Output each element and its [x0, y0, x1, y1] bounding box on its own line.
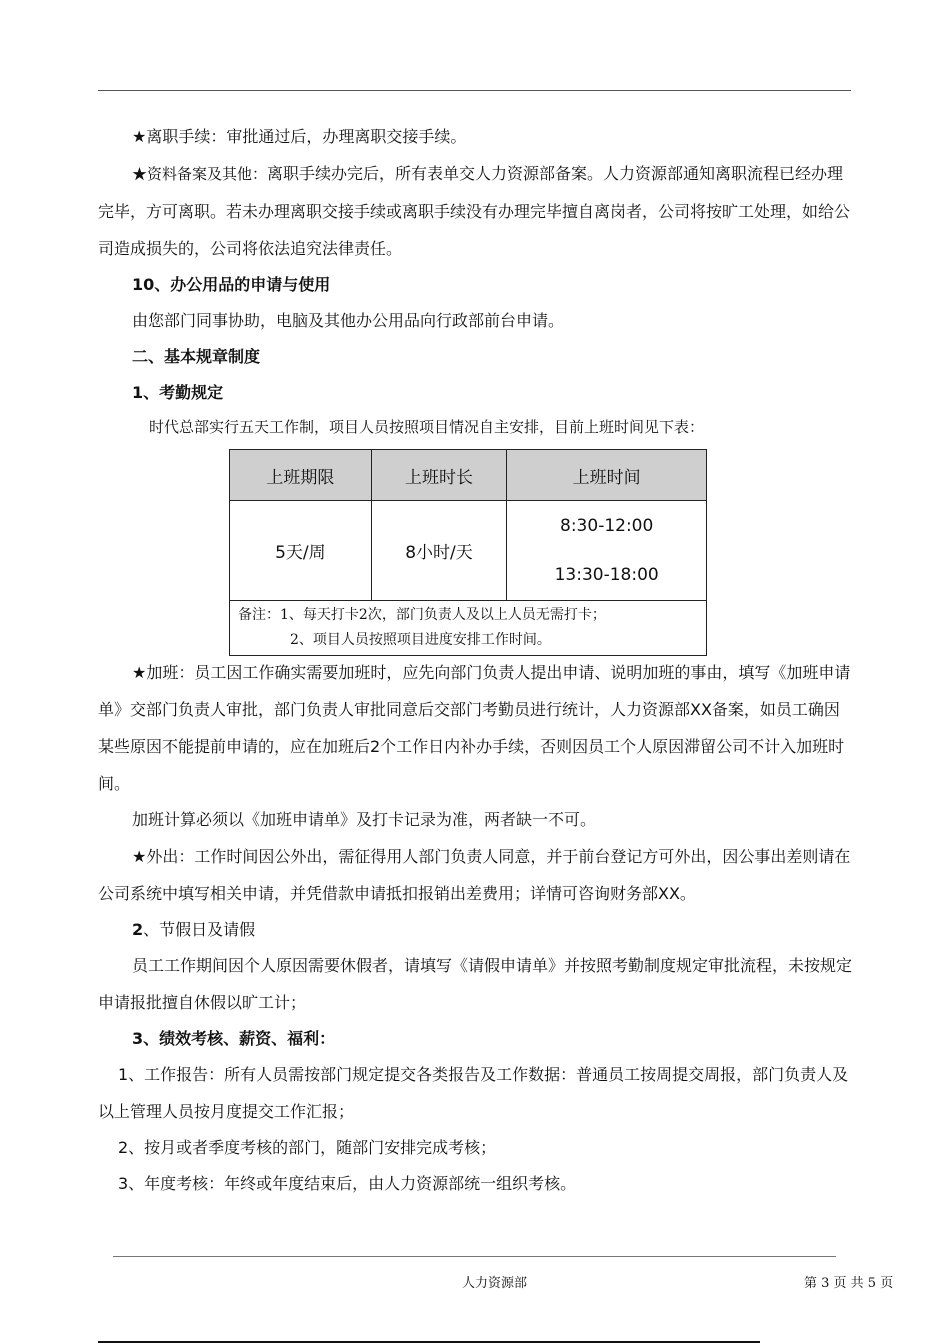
leave-paragraph: 员工工作期间因个人原因需要休假者，请填写《请假申请单》并按照考勤制度规定审批流程，未按规定申请报批擅自休假以旷工计； — [98, 956, 853, 1012]
cell-hours: 8小时/天 — [371, 501, 507, 601]
footer-page-number: 第 3 页 共 5 页 — [804, 1276, 894, 1291]
table-row — [230, 501, 707, 601]
table-note — [230, 601, 707, 656]
filing-text: 离职手续办完后，所有表单交人力资源部备案。人力资源部通知离职流程已经办理完毕，方可离职。若未办理离职交接手续或离职手续没有办理完毕擅自离岗者，公司将按旷工处理，如给公司造成损失的，公司将依法追究法律责任。 — [98, 164, 851, 258]
performance-heading: 3、绩效考核、薪资、福利： — [132, 1029, 336, 1048]
overtime-paragraph: ★加班：员工因工作确实需要加班时，应先向部门负责人提出申请、说明加班的事由，填写《加班申请单》交部门负责人审批，部门负责人审批同意后交部门考勤员进行统计，人力资源部XX备案，如员工确因某些原因不能提前申请的，应在加班后2个工作日内补办手续，否则因员工个人原因滞留公司不计入加班时间。 — [98, 663, 851, 793]
office-supplies-paragraph: 由您部门同事协助，电脑及其他办公用品向行政部前台申请。 — [132, 311, 565, 330]
header-duration: 上班时长 — [371, 450, 507, 501]
filing-label: ★资料备案及其他： — [132, 165, 268, 183]
holiday-heading-text: 、节假日及请假 — [143, 920, 256, 939]
cell-days: 5天/周 — [230, 501, 372, 601]
holiday-heading — [98, 911, 853, 948]
performance-item-1: 1、工作报告：所有人员需按部门规定提交各类报告及工作数据：普通员工按周提交周报，部门负责人及以上管理人员按月度提交工作汇报； — [98, 1065, 849, 1121]
table-header-row — [230, 450, 707, 501]
note-line-2: 2、项目人员按照项目进度安排工作时间。 — [290, 632, 551, 648]
section-2-heading: 二、基本规章制度 — [132, 347, 261, 366]
overtime-calc-paragraph: 加班计算必须以《加班申请单》及打卡记录为准，两者缺一不可。 — [132, 810, 597, 829]
holiday-heading-number: 2 — [132, 920, 144, 939]
attendance-intro: 时代总部实行五天工作制，项目人员按照项目情况自主安排，目前上班时间见下表： — [149, 418, 705, 436]
table-note-row — [230, 601, 707, 656]
work-schedule-table — [229, 449, 707, 656]
office-supplies-heading: 10、办公用品的申请与使用 — [132, 275, 331, 294]
resign-procedure-paragraph: ★离职手续：审批通过后，办理离职交接手续。 — [132, 127, 467, 146]
header-time: 上班时间 — [507, 450, 707, 501]
time-afternoon: 13:30-18:00 — [554, 565, 659, 586]
bottom-rule — [98, 1341, 760, 1343]
footer-rule — [113, 1256, 836, 1257]
filing-paragraph — [98, 155, 853, 267]
note-line-1: 备注：1、每天打卡2次，部门负责人及以上人员无需打卡； — [238, 607, 606, 623]
time-morning: 8:30-12:00 — [560, 515, 654, 536]
attendance-heading: 1、考勤规定 — [132, 383, 224, 402]
cell-times — [507, 501, 707, 601]
performance-item-2: 2、按月或者季度考核的部门，随部门安排完成考核； — [118, 1138, 497, 1157]
outing-paragraph: ★外出：工作时间因公外出，需征得用人部门负责人同意，并于前台登记方可外出，因公事出差则请在公司系统中填写相关申请，并凭借款申请抵扣报销出差费用；详情可咨询财务部XX。 — [98, 847, 851, 903]
header-rule — [98, 90, 851, 91]
footer-department: 人力资源部 — [462, 1276, 528, 1291]
header-period: 上班期限 — [230, 450, 372, 501]
performance-item-3: 3、年度考核：年终或年度结束后，由人力资源部统一组织考核。 — [118, 1174, 577, 1193]
